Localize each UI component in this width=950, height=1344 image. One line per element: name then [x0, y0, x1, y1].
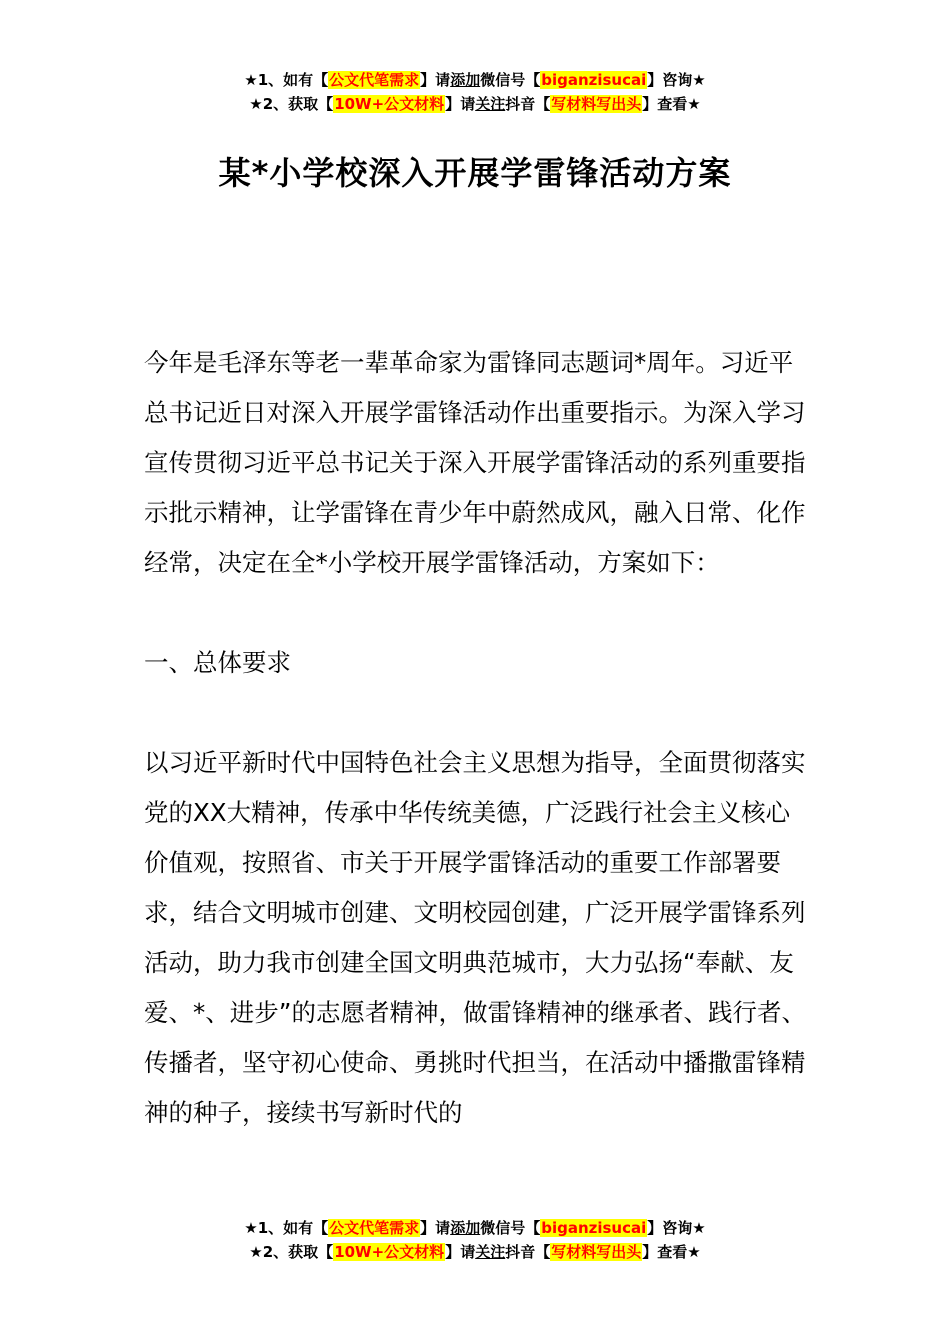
banner-highlight: 公文代笔需求	[329, 1219, 420, 1237]
banner-text: 】查看★	[642, 1243, 701, 1261]
intro-paragraph: 今年是毛泽东等老一辈革命家为雷锋同志题词*周年。习近平总书记近日对深入开展学雷锋活动作出重要指示。为深入学习宣传贯彻习近平总书记关于深入开展学雷锋活动的系列重要指示批示精神，让学雷锋在青少年中蔚然成风，融入日常、化作经常，决定在全*小学校开展学雷锋活动，方案如下：	[144, 348, 806, 577]
banner-underlined: 关注	[475, 1243, 506, 1261]
footer-banner	[0, 1216, 950, 1264]
banner-text: ★2、获取【	[249, 1243, 334, 1261]
banner-text: 微信号【	[480, 1219, 541, 1237]
banner-highlight: 公文代笔需求	[329, 71, 420, 89]
header-banner	[0, 68, 950, 116]
banner-line-1	[0, 1216, 950, 1240]
banner-text: 】请	[445, 1243, 476, 1261]
banner-text: 】请	[420, 1219, 451, 1237]
banner-line-1	[0, 68, 950, 92]
banner-text: ★2、获取【	[249, 95, 334, 113]
banner-highlight: 10W+公文材料	[334, 1243, 445, 1261]
banner-underlined: 关注	[475, 95, 506, 113]
banner-text: ★1、如有【	[244, 1219, 329, 1237]
banner-highlight: 10W+公文材料	[334, 95, 445, 113]
banner-text: 】查看★	[642, 95, 701, 113]
banner-highlight: 写材料写出头	[551, 95, 642, 113]
banner-highlight: biganzisucai	[541, 71, 647, 89]
banner-text: 】请	[420, 71, 451, 89]
banner-text: ★1、如有【	[244, 71, 329, 89]
banner-highlight: 写材料写出头	[551, 1243, 642, 1261]
banner-line-2	[0, 1240, 950, 1264]
banner-text: 抖音【	[505, 1243, 551, 1261]
document-body	[144, 338, 808, 1138]
banner-text: 】请	[445, 95, 476, 113]
banner-text: 微信号【	[480, 71, 541, 89]
banner-text: 】咨询★	[647, 71, 706, 89]
banner-text: 抖音【	[505, 95, 551, 113]
banner-underlined: 添加	[450, 71, 481, 89]
section-paragraph: 以习近平新时代中国特色社会主义思想为指导，全面贯彻落实党的XX大精神，传承中华传统美德，广泛践行社会主义核心价值观，按照省、市关于开展学雷锋活动的重要工作部署要求，结合文明城市创建、文明校园创建，广泛开展学雷锋系列活动，助力我市创建全国文明典范城市，大力弘扬“奉献、友爱、*、进步”的志愿者精神，做雷锋精神的继承者、践行者、传播者，坚守初心使命、勇挑时代担当，在活动中播撒雷锋精神的种子，接续书写新时代的	[144, 748, 806, 1127]
banner-text: 】咨询★	[647, 1219, 706, 1237]
banner-highlight: biganzisucai	[541, 1219, 647, 1237]
banner-line-2	[0, 92, 950, 116]
section-heading: 一、总体要求	[144, 648, 291, 677]
banner-underlined: 添加	[450, 1219, 481, 1237]
document-title: 某*小学校深入开展学雷锋活动方案	[218, 154, 732, 192]
